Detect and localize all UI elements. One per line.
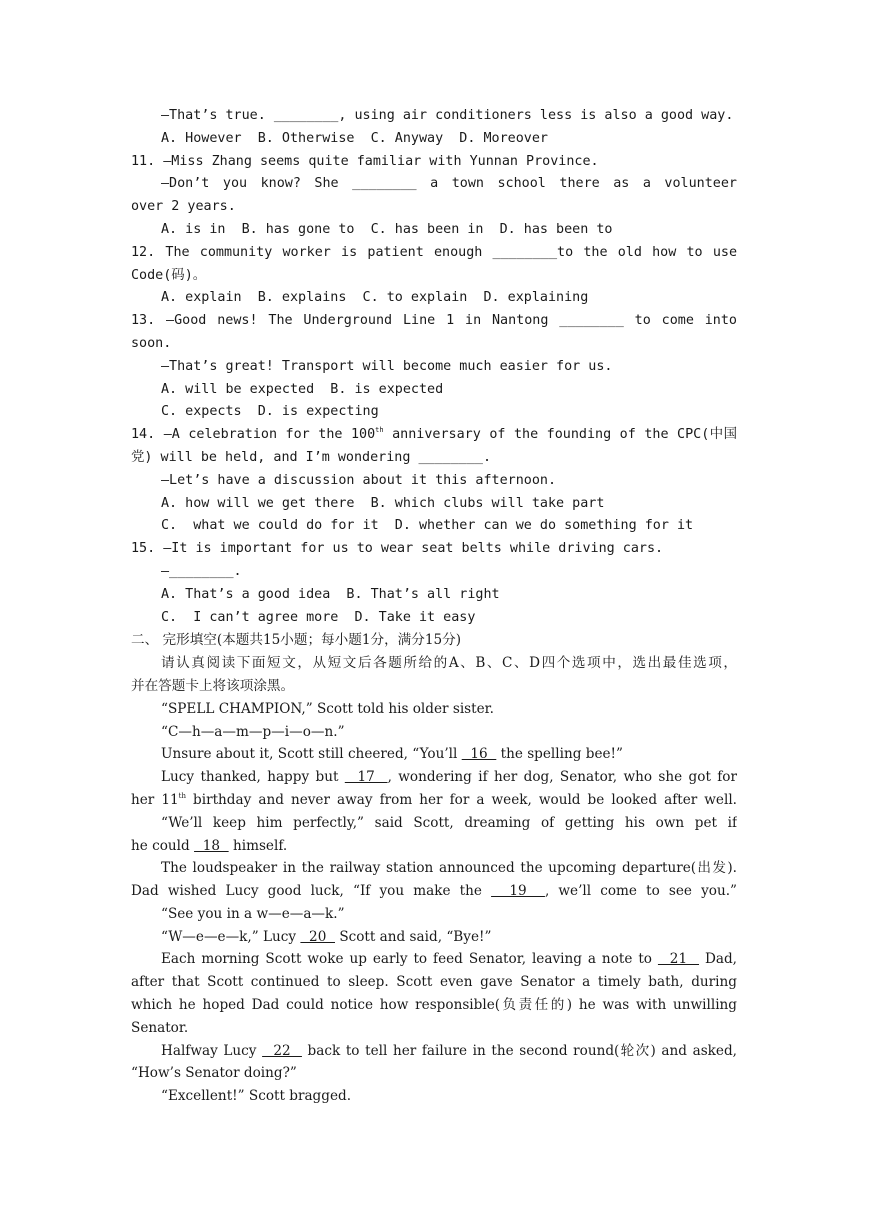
text-line: A. That’s a good idea B. That’s all right	[161, 586, 500, 602]
text-line: soon.	[131, 335, 172, 351]
text-line: A. explain B. explains C. to explain D. explaining	[161, 290, 589, 306]
text-line: Lucy thanked, happy but 17 , wondering if her dog, Senator, who she got for	[161, 769, 737, 786]
text-line: The loudspeaker in the railway station announced the upcoming departure(出发).	[161, 860, 737, 877]
text-line: 13. —Good news! The Underground Line 1 in Nantong ________ to come into	[131, 313, 737, 329]
text-line: —That’s great! Transport will become much easier for us.	[161, 358, 613, 374]
text-line: “See you in a w—e—a—k.”	[161, 905, 345, 922]
text-line: 11. —Miss Zhang seems quite familiar with Yunnan Province.	[131, 153, 599, 169]
text-line: A. how will we get there B. which clubs will take part	[161, 495, 605, 511]
text-line: 14. —A celebration for the 100th anniversary of the founding of the CPC(中国	[131, 426, 737, 443]
text-line: over 2 years.	[131, 199, 236, 215]
text-line: 党) will be held, and I’m wondering ________.	[131, 449, 492, 465]
text-line: C. expects D. is expecting	[161, 404, 379, 420]
text-line: C. I can’t agree more D. Take it easy	[161, 609, 476, 625]
text-line: 二、 完形填空(本题共15小题；每小题1分，满分15分)	[131, 632, 462, 649]
text-line: which he hoped Dad could notice how responsible(负责任的) he was with unwilling	[131, 997, 737, 1014]
text-line: 请认真阅读下面短文，从短文后各题所给的A、B、C、D四个选项中，选出最佳选项，	[161, 655, 737, 672]
text-line: —That’s true. ________, using air conditioners less is also a good way.	[161, 108, 734, 123]
text-line: “SPELL CHAMPION,” Scott told his older sister.	[161, 700, 494, 717]
text-line: 12. The community worker is patient enough ________to the old how to use	[131, 244, 737, 260]
text-line: A. is in B. has gone to C. has been in D. has been to	[161, 221, 613, 237]
text-line: —Let’s have a discussion about it this afternoon.	[161, 472, 557, 488]
text-line: her 11th birthday and never away from her for a week, would be looked after well.	[131, 791, 737, 808]
text-line: A. However B. Otherwise C. Anyway D. Moreover	[161, 130, 548, 146]
text-line: 15. —It is important for us to wear seat belts while driving cars.	[131, 541, 664, 557]
text-line: “Excellent!” Scott bragged.	[161, 1088, 352, 1105]
text-line: “W—e—e—k,” Lucy 20 Scott and said, “Bye!”	[161, 928, 492, 945]
text-line: —Don’t you know? She ________ a town school there as a volunteer	[161, 176, 737, 192]
text-line: Code(码)。	[131, 267, 207, 283]
document-page	[131, 105, 737, 1108]
text-line: Dad wished Lucy good luck, “If you make the 19 , we’ll come to see you.”	[131, 883, 737, 900]
text-line: “How’s Senator doing?”	[131, 1065, 297, 1082]
text-line: A. will be expected B. is expected	[161, 381, 444, 397]
text-line: Senator.	[131, 1019, 189, 1036]
text-line: Halfway Lucy 22 back to tell her failure in the second round(轮次) and asked,	[161, 1042, 737, 1059]
text-line: —________.	[161, 563, 242, 579]
text-line: he could 18 himself.	[131, 837, 288, 854]
text-line: C. what we could do for it D. whether can we do something for it	[161, 518, 694, 534]
text-line: Each morning Scott woke up early to feed Senator, leaving a note to 21 Dad,	[161, 951, 737, 968]
text-line: after that Scott continued to sleep. Scott even gave Senator a timely bath, during	[131, 974, 737, 991]
text-line: 并在答题卡上将该项涂黑。	[131, 677, 295, 694]
text-line: Unsure about it, Scott still cheered, “You’ll 16 the spelling bee!”	[161, 746, 623, 763]
text-line: “We’ll keep him perfectly,” said Scott, dreaming of getting his own pet if	[161, 814, 737, 831]
text-line: “C—h—a—m—p—i—o—n.”	[161, 723, 345, 740]
